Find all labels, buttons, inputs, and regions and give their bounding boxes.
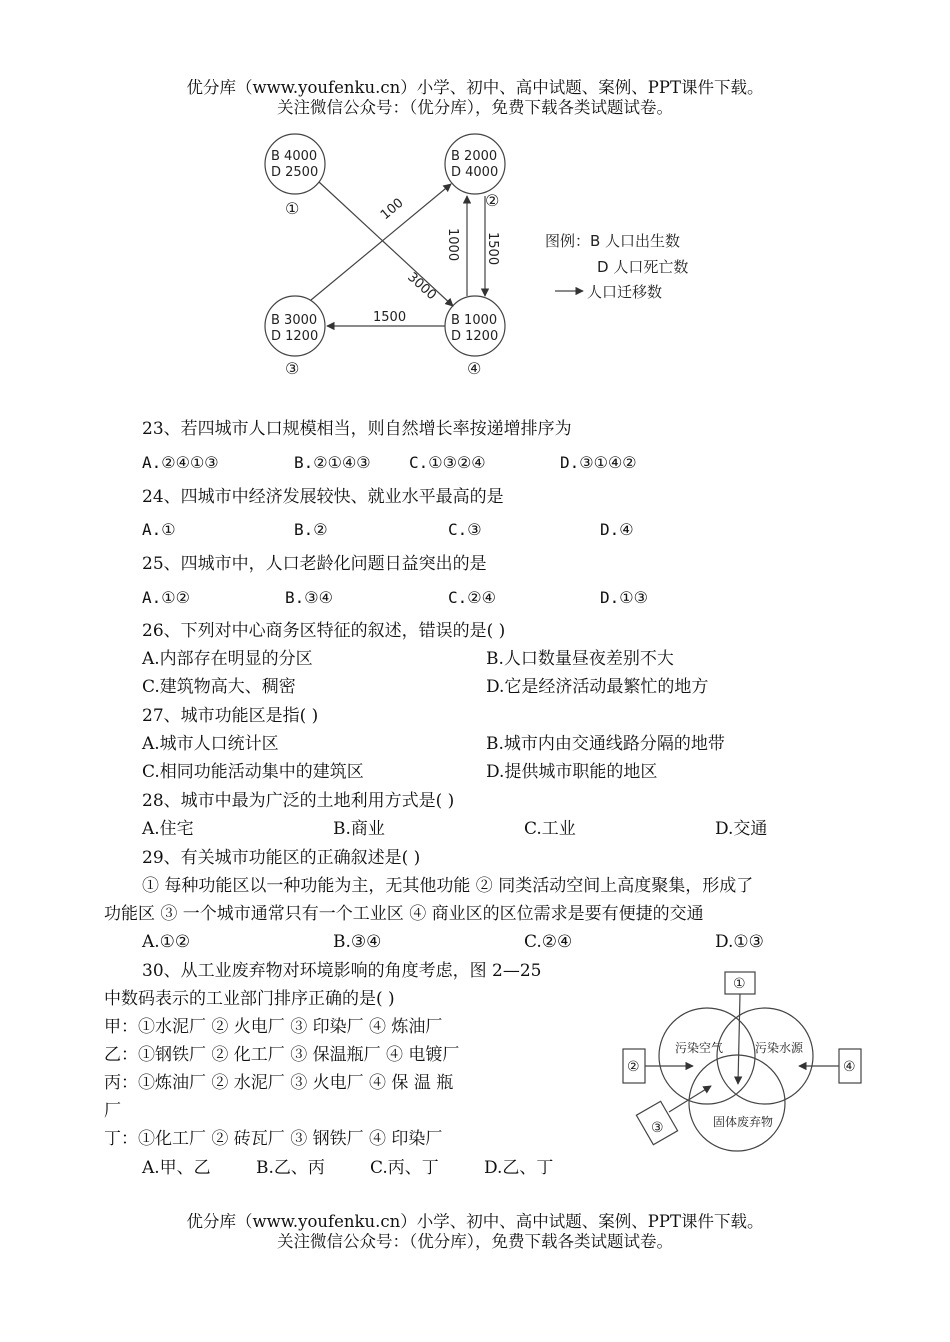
q25-option-a: A.①② [142,588,190,607]
legend-title: 图例：B 人口出生数 [545,232,681,250]
city-4-births: B 1000 [451,313,498,328]
q29-option-b: B.③④ [333,932,382,952]
q27-option-d: D.提供城市职能的地区 [486,762,658,782]
q30-option-a: A.甲、乙 [142,1158,211,1178]
q29-option-a: A.①② [142,932,191,952]
q29-stem: 29、有关城市功能区的正确叙述是( ) [142,848,421,868]
q25-option-b: B.③④ [285,588,333,607]
flow-label-1000: 1000 [445,228,460,262]
header-line-1: 优分库（www.youfenku.cn）小学、初中、高中试题、案例、PPT课件下载。 [186,78,764,97]
q30-option-d: D.乙、丁 [484,1158,554,1178]
migration-diagram [255,128,725,388]
q30-row-bing: 丙：①炼油厂 ② 水泥厂 ③ 火电厂 ④ 保 温 瓶 [104,1073,454,1093]
q29-option-d: D.①③ [715,932,764,952]
q28-stem: 28、城市中最为广泛的土地利用方式是( ) [142,791,455,811]
city-1-number: ① [285,199,300,218]
city-3-number: ③ [285,359,300,378]
q25-stem: 25、四城市中，人口老龄化问题日益突出的是 [142,554,487,574]
q30-row-bing-cont: 厂 [104,1101,121,1121]
label-water: 污染水源 [755,1041,804,1055]
q29-statement-line-2: 功能区 ③ 一个城市通常只有一个工业区 ④ 商业区的区位需求是要有便捷的交通 [104,904,704,924]
legend-deaths: D 人口死亡数 [597,258,689,276]
q30-stem-line-1: 30、从工业废弃物对环境影响的角度考虑，图 2—25 [142,961,542,981]
q28-option-c: C.工业 [524,819,576,839]
q23-option-c: C.①③②④ [409,453,486,472]
flow-label-3000: 3000 [404,269,439,304]
flow-label-1500-vertical: 1500 [485,232,500,266]
box-2-label: ② [627,1059,640,1075]
q28-option-b: B.商业 [333,819,385,839]
q23-option-a: A.②④①③ [142,453,219,472]
city-2-circle [445,134,505,194]
pollution-venn-diagram [615,966,870,1156]
footer-line-2: 关注微信公众号：（优分库），免费下载各类试题试卷。 [277,1232,673,1251]
city-1-circle [265,134,325,194]
q26-option-c: C.建筑物高大、稠密 [142,677,296,697]
q30-row-ding: 丁：①化工厂 ② 砖瓦厂 ③ 钢铁厂 ④ 印染厂 [104,1129,443,1149]
q30-stem-line-2: 中数码表示的工业部门排序正确的是( ) [104,989,395,1009]
q30-option-b: B.乙、丙 [256,1158,325,1178]
q25-option-d: D.①③ [600,588,648,607]
city-3-deaths: D 1200 [271,329,319,344]
city-2-number: ② [485,191,500,210]
q26-option-d: D.它是经济活动最繁忙的地方 [486,677,709,697]
circle-air [659,1008,755,1104]
q27-option-c: C.相同功能活动集中的建筑区 [142,762,364,782]
q28-option-a: A.住宅 [142,819,194,839]
q28-option-d: D.交通 [715,819,768,839]
city-1-deaths: D 2500 [271,165,319,180]
flow-label-1500-horizontal: 1500 [373,310,407,325]
q26-option-a: A.内部存在明显的分区 [142,649,313,669]
city-2-births: B 2000 [451,149,498,164]
city-4-deaths: D 1200 [451,329,499,344]
city-1-births: B 4000 [271,149,318,164]
q24-option-b: B.② [294,520,328,539]
flow-label-100: 100 [377,195,407,224]
q29-option-c: C.②④ [524,932,573,952]
q26-option-b: B.人口数量昼夜差别不大 [486,649,674,669]
circle-water [717,1008,813,1104]
footer-line-1: 优分库（www.youfenku.cn）小学、初中、高中试题、案例、PPT课件下载。 [186,1212,764,1231]
box-3-label: ③ [651,1120,664,1136]
q23-stem: 23、若四城市人口规模相当，则自然增长率按递增排序为 [142,419,572,439]
q23-option-d: D.③①④② [560,453,637,472]
q24-option-c: C.③ [448,520,482,539]
circle-solid [689,1055,785,1151]
city-4-number: ④ [467,359,482,378]
legend-migration: 人口迁移数 [587,283,663,301]
header-line-2: 关注微信公众号：（优分库），免费下载各类试题试卷。 [277,98,673,117]
q25-option-c: C.②④ [448,588,496,607]
q23-option-b: B.②①④③ [294,453,371,472]
box-1-label: ① [733,976,746,992]
q26-stem: 26、下列对中心商务区特征的叙述，错误的是( ) [142,621,506,641]
city-2-deaths: D 4000 [451,165,499,180]
q27-stem: 27、城市功能区是指( ) [142,706,319,726]
city-3-births: B 3000 [271,313,318,328]
label-air: 污染空气 [675,1041,724,1055]
q24-stem: 24、四城市中经济发展较快、就业水平最高的是 [142,487,504,507]
q24-option-d: D.④ [600,520,634,539]
q30-option-c: C.丙、丁 [370,1158,439,1178]
q30-row-yi: 乙：①钢铁厂 ② 化工厂 ③ 保温瓶厂 ④ 电镀厂 [104,1045,460,1065]
q27-option-a: A.城市人口统计区 [142,734,279,754]
q27-option-b: B.城市内由交通线路分隔的地带 [486,734,725,754]
q30-row-jia: 甲：①水泥厂 ② 火电厂 ③ 印染厂 ④ 炼油厂 [104,1017,443,1037]
q29-statement-line-1: ① 每种功能区以一种功能为主，无其他功能 ② 同类活动空间上高度聚集，形成了 [142,876,754,896]
box-4-label: ④ [843,1059,856,1075]
label-solid: 固体废弃物 [713,1115,774,1129]
q24-option-a: A.① [142,520,176,539]
